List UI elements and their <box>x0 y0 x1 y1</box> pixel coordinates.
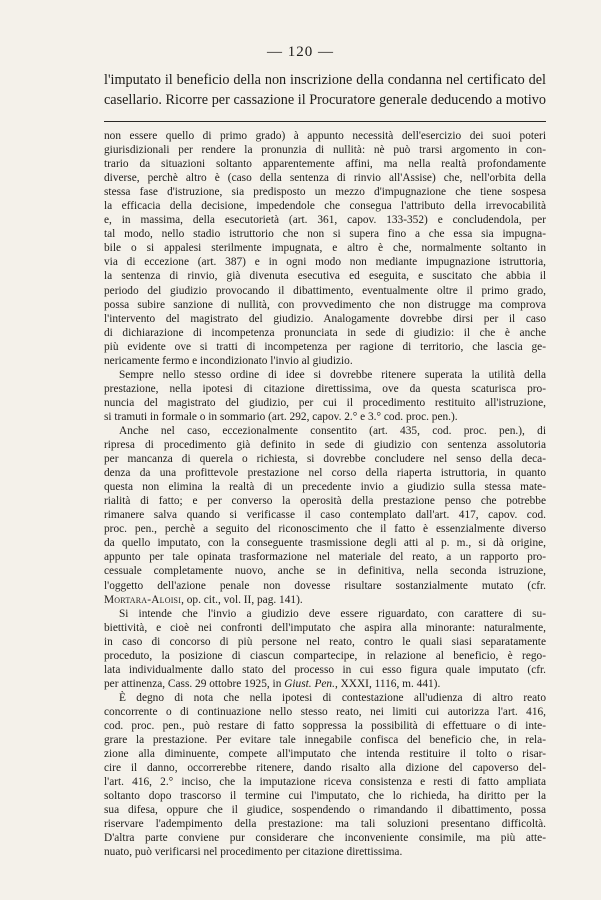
footnote-line: proceduto, la posizione di ciascun compartecipe, in relazione al beneficio, è rego- <box>104 649 546 662</box>
footnote-line: denza da una profittevole prestazione nel corso della riaperta istruttoria, in quanto <box>104 467 546 480</box>
citation-prefix: per attinenza, Cass. 29 ottobre 1925, in <box>104 677 285 690</box>
footnote-line: cod. proc. pen., può restare di fatto soppressa la possibilità di effettuare o di inte- <box>104 719 546 732</box>
footnote-line: tal modo, nello stadio istruttorio che non si supera fino a che essa sia impugna- <box>104 228 546 241</box>
footnote-line: non essere quello di primo grado) à appunto necessità dell'esercizio dei suoi poteri <box>104 130 546 142</box>
footnote-line: D'altra parte conviene pur considerare che inconveniente consimile, ma più atte- <box>104 832 546 845</box>
footnote-line: Anche nel caso, eccezionalmente consentito (art. 435, cod. proc. pen.), di <box>119 424 546 437</box>
footnote-line: stessa fase d'istruzione, sia predisposto un mezzo d'impugnazione che tiene sospesa <box>104 186 546 199</box>
footnote-line: l'intervento del magistrato del giudizio. Analogamente dovrebbe dirsi per il caso <box>104 312 546 325</box>
footnote-line: per mancanza di querela o richiesta, si dovrebbe concludere nel senso della deca- <box>104 453 546 466</box>
footnote-line <box>104 677 546 691</box>
footnote-line: diverse, perchè altro è (caso della sentenza di rinvio all'Assise) che, nell'orbita della <box>104 172 546 185</box>
footnote-line: via di eccezione (art. 387) e in ogni modo non mediante impugnazione istruttoria, <box>104 256 546 269</box>
footnote-line: l'oggetto dell'azione penale non dovesse risultare sostanzialmente mutato (cfr. <box>104 579 546 592</box>
journal-title: Giust. Pen. <box>284 677 335 690</box>
citation-author: Mortara-Aloisi <box>104 593 182 606</box>
footnote-line: possa subire sanzione di nullità, con provvedimento che non distrugge ma comprova <box>104 298 546 311</box>
footnote-line: proc. pen., perchè a seguito del riconoscimento che il fatto è essenzialmente diverso <box>104 523 546 536</box>
footnote-line: cessuale completamente nuovo, anche se in definitiva, nella seconda istruzione, <box>104 565 546 578</box>
footnote-line: rialità di fatto; e per converso la operosità della prestazione penso che potrebbe <box>104 495 546 508</box>
footnote-line: l'art. 416, 2.° inciso, che la imputazione riceva consistenza e resti di fatto ampliata <box>104 776 546 789</box>
footnote-line: rimanere salva quando si verificasse il caso contemplato dall'art. 417, capov. cod. <box>104 509 546 522</box>
footnote-line: di dichiarazione di incompetenza pronunciata in sede di giudizio: il che è anche <box>104 326 546 339</box>
footnote-line: questa non elimina la realtà di un precedente invio a giudizio sulla stessa mate- <box>104 481 546 494</box>
footnote-line <box>104 593 546 607</box>
footnote-line: zione alla diminuente, compete all'imputato che intenda restituire il tolto o risar- <box>104 748 546 761</box>
footnote-line: la efficacia della decisione, impedendole che consegua l'attributo della irrevocabilità <box>104 200 546 213</box>
footnote-line: cire il danno, occorrerebbe ritenere, dando risalto alla dizione del capoverso del- <box>104 762 546 775</box>
footnote-line: prestazione, nella ipotesi di citazione direttissima, ove da questa scaturisca pro- <box>104 382 546 395</box>
page-number: — 120 — <box>267 44 334 60</box>
footnote-line: lata individualmente dallo stato del processo in cui esso figura quale imputato (cfr. <box>104 663 546 676</box>
footnote-line: Sempre nello stesso ordine di idee si dovrebbe ritenere superata la utilità della <box>119 368 546 381</box>
footnote-line: più evidente ove si tratti di incompetenza per ragione di territorio, che lascia ge- <box>104 340 546 353</box>
footnote-line: giurisdizionali per rendere la pronunzia di nullità: nè può trarsi argomento in con- <box>104 144 546 157</box>
footnote-line: ripresa di procedimento già definito in sede di giudizio con sentenza assolutoria <box>104 439 546 452</box>
footnote-line: appunto per tale opinata trasformazione nel materiale del reato, a un rapporto pro- <box>104 551 546 564</box>
footnote-line: in caso di concorso di più persone nel reato, contro le quali siasi separatamente <box>104 635 546 648</box>
footnote-line: bile o si appalesi sterilmente impugnata, e altro è che, normalmente soltanto in <box>104 242 546 255</box>
footnote-line: nuato, può verificarsi nel procedimento per citazione direttissima. <box>104 846 403 859</box>
footnote-line: riservare l'adempimento della prestazione: ma tali soluzioni presentano difficoltà. <box>104 818 546 831</box>
main-text-line: casellario. Ricorre per cassazione il Procuratore generale deducendo a motivo <box>104 92 546 108</box>
footnote-line: la sentenza di rinvio, già divenuta esecutiva ed eseguita, e suscitato che abbia il <box>104 270 546 283</box>
footnote-line: concorrente o di continuazione nello stesso reato, nei limiti cui autorizza l'art. 416, <box>104 705 546 718</box>
footnote-text <box>104 129 546 859</box>
footnote-line: nuncia del magistrato del giudizio, per cui il procedimento restituito all'istruzione, <box>104 396 546 409</box>
footnote-line: sua difesa, oppure che il giudice, sospendendo o rimandando il dibattimento, possa <box>104 804 546 817</box>
footnote-divider <box>104 121 546 122</box>
footnote-line: biettività, e cioè nei confronti dell'imputato che aspira alla minorante: naturalmente, <box>104 621 546 634</box>
citation-reference: , op. cit., vol. II, pag. 141). <box>181 593 303 606</box>
footnote-line: grare la prestazione. Per evitare tale innegabile confisca del beneficio che, in rela- <box>104 734 546 747</box>
footnote-line: trario da situazioni soltanto apparentemente affini, ma nella realtà profondamente <box>104 158 546 171</box>
footnote-line: da quello imputato, con la conseguente trasmissione degli atti al p. m., si dà origine, <box>104 537 546 550</box>
footnote-line: soltanto dopo trascorso il termine cui l'imputato, che lo richieda, ha diritto per la <box>104 790 546 803</box>
footnote-line: periodo del giudizio provocando il dibattimento, eventualmente oltre il primo grado, <box>104 284 546 297</box>
main-text <box>104 70 546 110</box>
footnote-line: e, in massima, della esecutorietà (art. 361, capov. 133-352) e concludendola, per <box>104 214 546 227</box>
main-text-line: l'imputato il beneficio della non inscrizione della condanna nel certificato del <box>104 72 546 88</box>
footnote-line: nericamente fermo e incondizionato l'invio al giudizio. <box>104 354 353 367</box>
footnote-line: si tramuti in formale o in sommario (art. 292, capov. 2.° e 3.° cod. proc. pen.). <box>104 410 458 423</box>
citation-reference: , XXXI, 1116, m. 441). <box>334 677 441 690</box>
footnote-line: Si intende che l'invio a giudizio deve essere riguardato, con carattere di su- <box>119 607 546 620</box>
footnote-line: È degno di nota che nella ipotesi di contestazione all'udienza di altro reato <box>119 691 546 704</box>
